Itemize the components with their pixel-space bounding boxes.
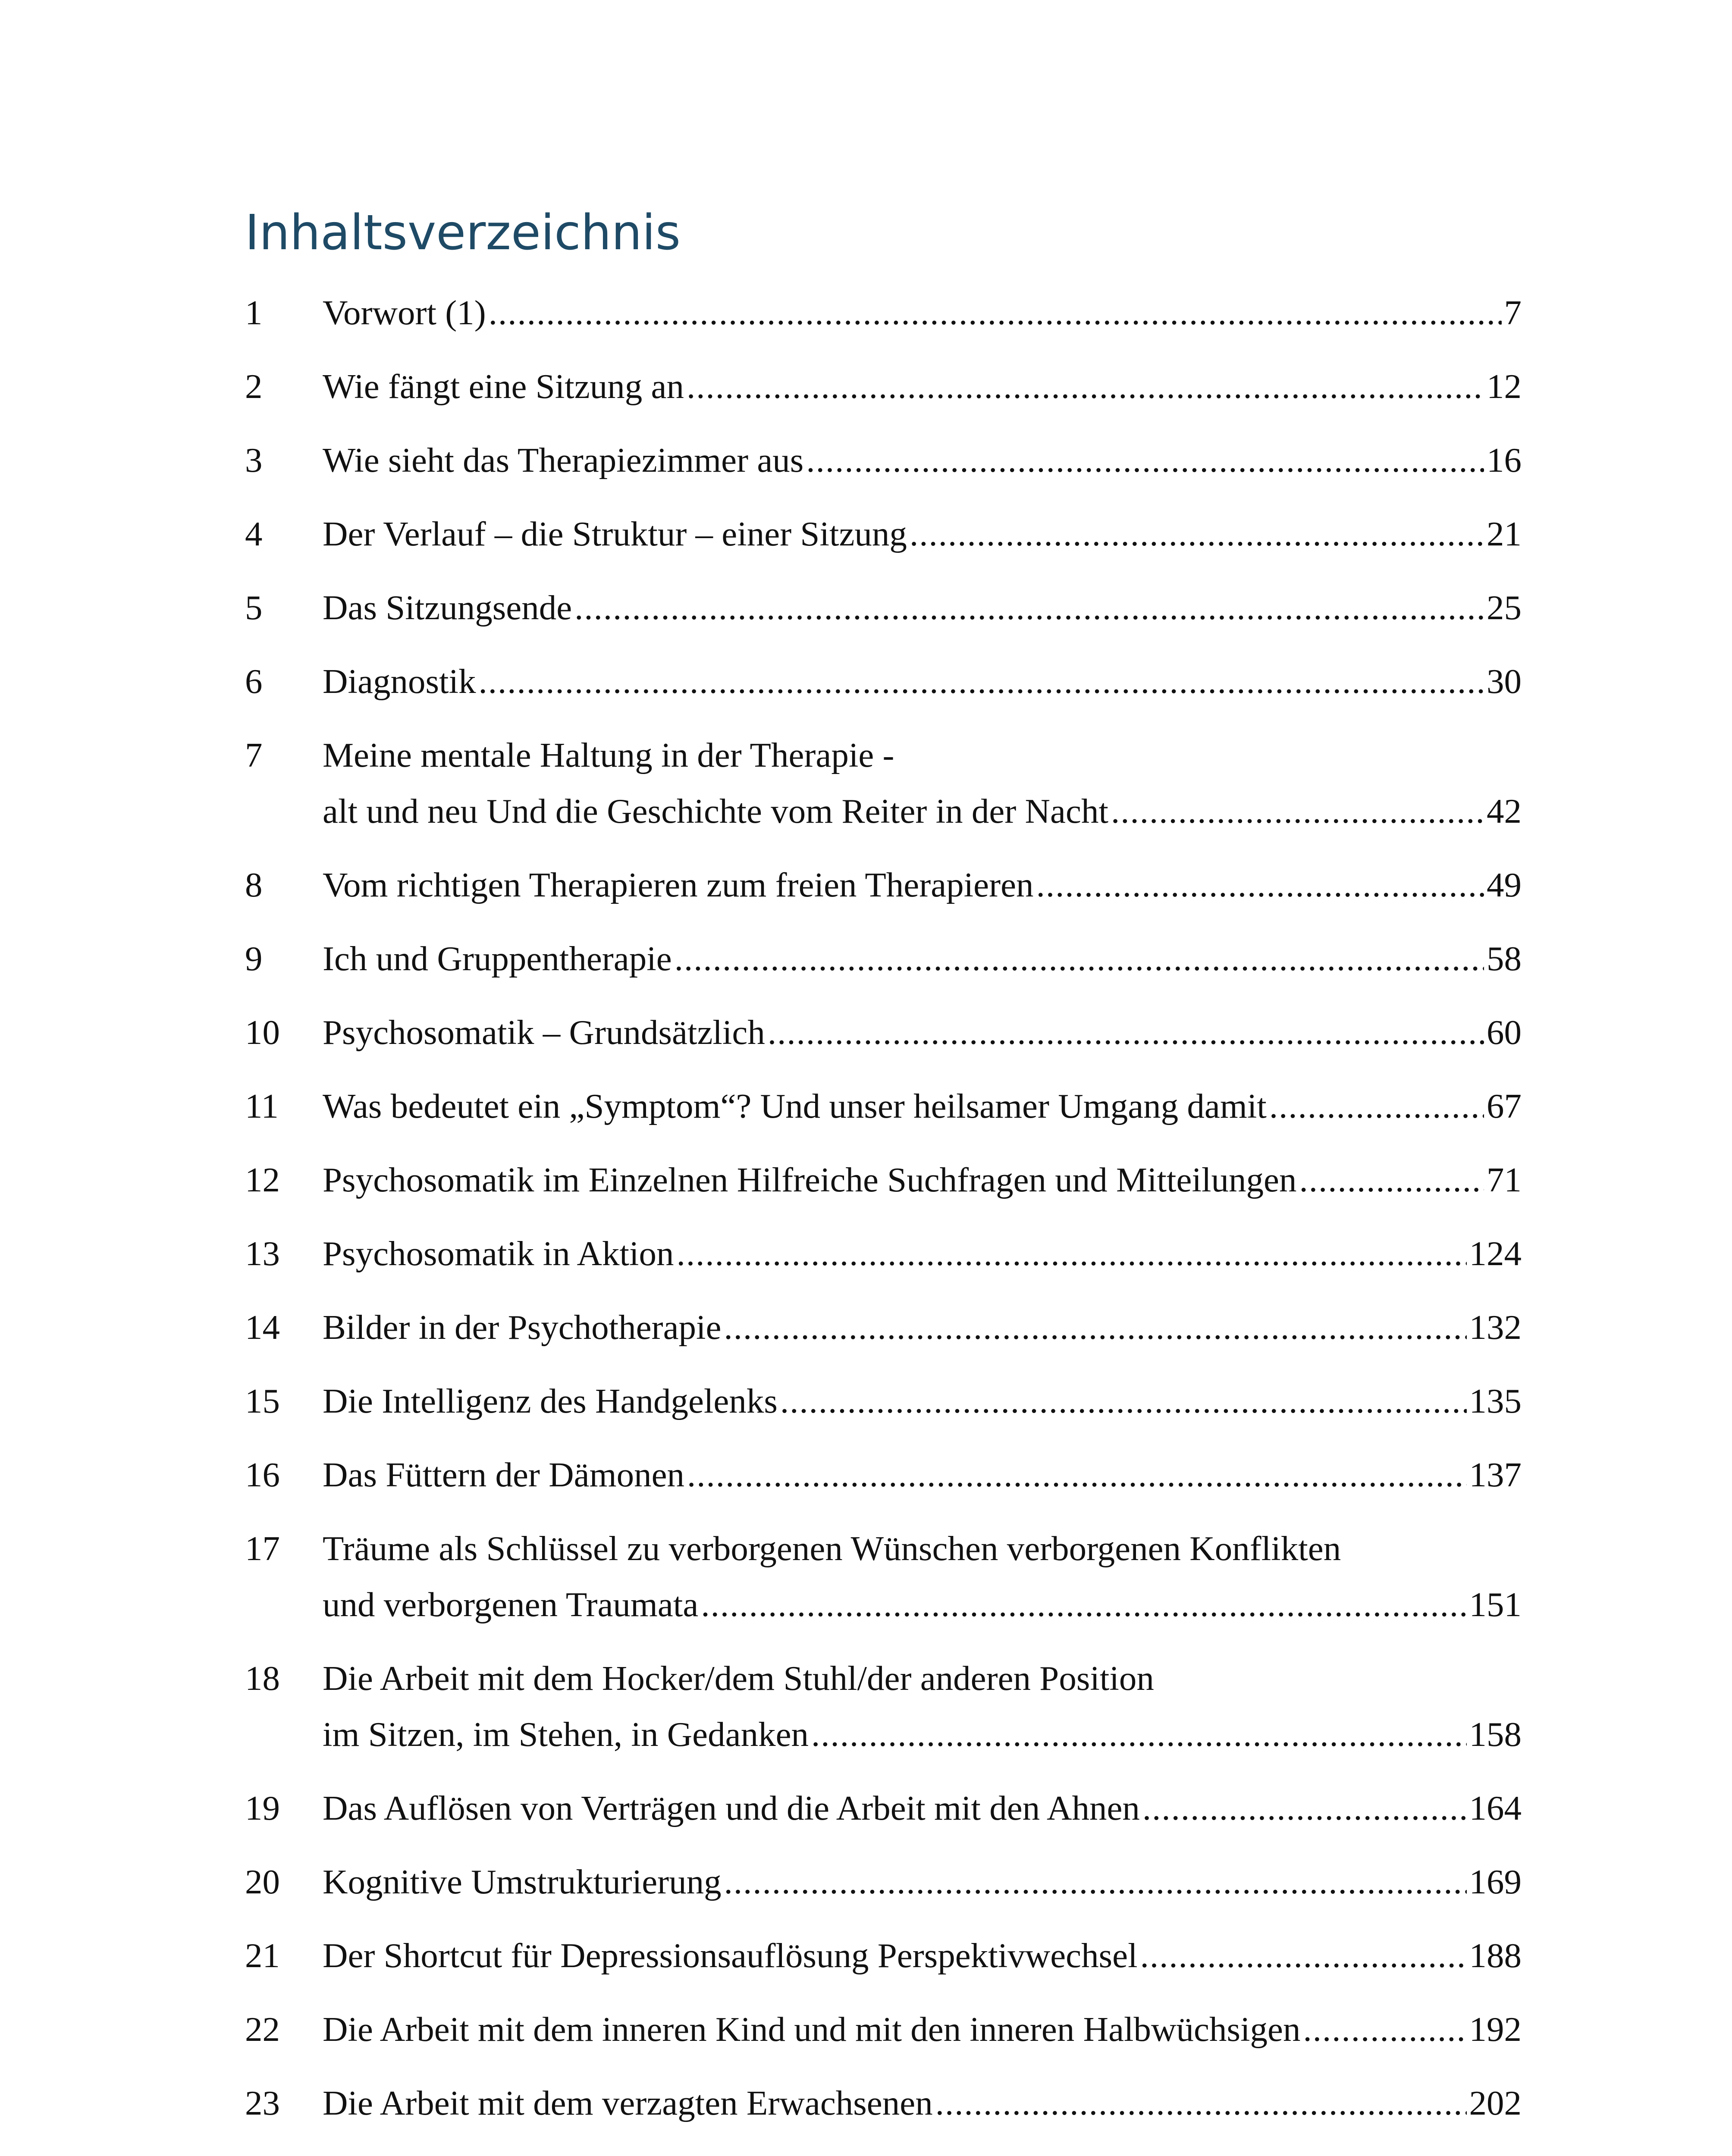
toc-entry-page: 188 [1469, 1936, 1522, 1975]
toc-entry-number: 9 [245, 939, 263, 978]
toc-entry-title: Ich und Gruppentherapie [323, 939, 672, 978]
toc-entry-title: Vom richtigen Therapieren zum freien Therapieren [323, 865, 1034, 904]
toc-entry-title: Der Verlauf – die Struktur – einer Sitzung [323, 514, 907, 553]
toc-entry-page: 132 [1469, 1308, 1522, 1347]
dot-leader [935, 2075, 1467, 2131]
toc-entry-title: Der Shortcut für Depressionsauflösung Perspektivwechsel [323, 1936, 1138, 1975]
toc-entry-title: Vorwort (1) [323, 293, 486, 332]
toc-entry-page: 67 [1487, 1087, 1522, 1125]
toc-entry [245, 580, 1522, 636]
toc-entry [245, 285, 1522, 341]
toc-entry-title: Was bedeutet ein „Symptom“? Und unser heilsamer Umgang damit [323, 1087, 1267, 1125]
dot-leader [675, 931, 1484, 987]
toc-entry [245, 1004, 1522, 1060]
toc-entry-title: und verborgenen Traumata [323, 1585, 699, 1624]
toc-entry [245, 653, 1522, 709]
toc-entry-page: 58 [1487, 939, 1522, 978]
toc-entry [245, 1854, 1522, 1910]
toc-entry [245, 2075, 1522, 2131]
dot-leader [687, 358, 1484, 414]
toc-entry-number: 4 [245, 514, 263, 553]
toc-entry-number: 21 [245, 1936, 280, 1975]
dot-leader [1299, 1152, 1484, 1208]
toc-entry-page: 124 [1469, 1234, 1522, 1273]
toc-entry-number: 23 [245, 2084, 280, 2122]
toc-entry-title: Wie fängt eine Sitzung an [323, 367, 684, 406]
toc-entry-page: 135 [1469, 1382, 1522, 1420]
toc-entry [245, 432, 1522, 488]
toc-entry [245, 1152, 1522, 1208]
toc-entry-title-line1: Die Arbeit mit dem Hocker/dem Stuhl/der anderen Position [323, 1659, 1154, 1698]
toc-entry-page: 30 [1487, 662, 1522, 701]
dot-leader [724, 1854, 1467, 1910]
dot-leader [724, 1299, 1467, 1355]
toc-entry-page: 169 [1469, 1862, 1522, 1901]
toc-entry-title: Psychosomatik im Einzelnen Hilfreiche Suchfragen und Mitteilungen [323, 1160, 1297, 1199]
dot-leader [478, 653, 1484, 709]
toc-entry-page: 60 [1487, 1013, 1522, 1052]
toc-entry [245, 358, 1522, 414]
toc-entry-number: 2 [245, 367, 263, 406]
toc-entry-number: 14 [245, 1308, 280, 1347]
toc-entry-number: 20 [245, 1862, 280, 1901]
toc-entry [245, 1299, 1522, 1355]
toc-entry [245, 857, 1522, 913]
toc-entry [245, 1780, 1522, 1836]
toc-entry [245, 1078, 1522, 1134]
dot-leader [1142, 1780, 1467, 1836]
dot-leader [701, 1576, 1466, 1633]
toc-entry [245, 1373, 1522, 1429]
toc-entry-number: 12 [245, 1160, 280, 1199]
toc-entry-page: 71 [1487, 1160, 1522, 1199]
toc-entry-page: 21 [1487, 514, 1522, 553]
toc-entry-title-line1: Träume als Schlüssel zu verborgenen Wünschen verborgenen Konflikten [323, 1529, 1341, 1568]
toc-entry-number: 8 [245, 865, 263, 904]
dot-leader [1111, 783, 1484, 839]
toc-entry [245, 1650, 1522, 1762]
toc-entry-page: 16 [1487, 441, 1522, 479]
dot-leader [806, 432, 1484, 488]
dot-leader [1269, 1078, 1484, 1134]
toc-entry-title: Die Arbeit mit dem inneren Kind und mit den inneren Halbwüchsigen [323, 2010, 1301, 2049]
toc-entry [245, 727, 1522, 839]
toc-entry-title: alt und neu Und die Geschichte vom Reiter in der Nacht [323, 792, 1108, 830]
toc-entry-page: 192 [1469, 2010, 1522, 2049]
dot-leader [1303, 2001, 1467, 2057]
dot-leader [489, 285, 1502, 341]
toc-entry-title: Diagnostik [323, 662, 476, 701]
dot-leader [811, 1706, 1466, 1762]
toc-entry-page: 202 [1469, 2084, 1522, 2122]
toc-entry-number: 7 [245, 736, 263, 774]
toc-entry [245, 1520, 1522, 1633]
toc-entry-title-line1: Meine mentale Haltung in der Therapie - [323, 736, 894, 774]
toc-entry-number: 13 [245, 1234, 280, 1273]
toc-entry-number: 15 [245, 1382, 280, 1420]
toc-entry-number: 16 [245, 1455, 280, 1494]
toc-entry-title: Das Füttern der Dämonen [323, 1455, 685, 1494]
toc-entry-page: 12 [1487, 367, 1522, 406]
toc-entry-title: Die Arbeit mit dem verzagten Erwachsenen [323, 2084, 933, 2122]
dot-leader [574, 580, 1484, 636]
toc-entry-number: 17 [245, 1529, 280, 1568]
dot-leader [1140, 1927, 1467, 1984]
toc-entry-number: 10 [245, 1013, 280, 1052]
toc-entry-number: 11 [245, 1087, 279, 1125]
toc-entry-title: Psychosomatik in Aktion [323, 1234, 674, 1273]
toc-entry-page: 42 [1487, 792, 1522, 830]
toc-entry-page: 49 [1487, 865, 1522, 904]
toc-entry-page: 151 [1469, 1585, 1522, 1624]
toc-entry-number: 18 [245, 1659, 280, 1698]
dot-leader [780, 1373, 1467, 1429]
toc-entry-title: Bilder in der Psychotherapie [323, 1308, 722, 1347]
toc-entry-title: Psychosomatik – Grundsätzlich [323, 1013, 765, 1052]
toc-title: Inhaltsverzeichnis [245, 205, 681, 261]
toc-entry-page: 137 [1469, 1455, 1522, 1494]
toc-entry-number: 3 [245, 441, 263, 479]
toc-entry-number: 1 [245, 293, 263, 332]
dot-leader [910, 506, 1484, 562]
toc-entry-title: Das Auflösen von Verträgen und die Arbeit mit den Ahnen [323, 1789, 1140, 1827]
toc-entry-title: Wie sieht das Therapiezimmer aus [323, 441, 804, 479]
toc-list [245, 285, 1522, 2149]
dot-leader [677, 1225, 1467, 1282]
toc-entry [245, 931, 1522, 987]
toc-entry-title: Kognitive Umstrukturierung [323, 1862, 722, 1901]
toc-entry [245, 2001, 1522, 2057]
toc-entry-title: Das Sitzungsende [323, 588, 572, 627]
toc-entry-number: 19 [245, 1789, 280, 1827]
toc-entry-page: 158 [1469, 1715, 1522, 1754]
dot-leader [1036, 857, 1484, 913]
toc-entry-page: 7 [1504, 293, 1522, 332]
toc-entry-number: 22 [245, 2010, 280, 2049]
toc-entry-page: 25 [1487, 588, 1522, 627]
toc-entry-title: im Sitzen, im Stehen, in Gedanken [323, 1715, 809, 1754]
dot-leader [768, 1004, 1484, 1060]
toc-entry [245, 1447, 1522, 1503]
toc-entry-title: Die Intelligenz des Handgelenks [323, 1382, 778, 1420]
toc-entry [245, 1225, 1522, 1282]
dot-leader [687, 1447, 1466, 1503]
toc-entry-number: 5 [245, 588, 263, 627]
toc-entry [245, 1927, 1522, 1984]
toc-entry [245, 506, 1522, 562]
toc-entry-page: 164 [1469, 1789, 1522, 1827]
toc-entry-number: 6 [245, 662, 263, 701]
